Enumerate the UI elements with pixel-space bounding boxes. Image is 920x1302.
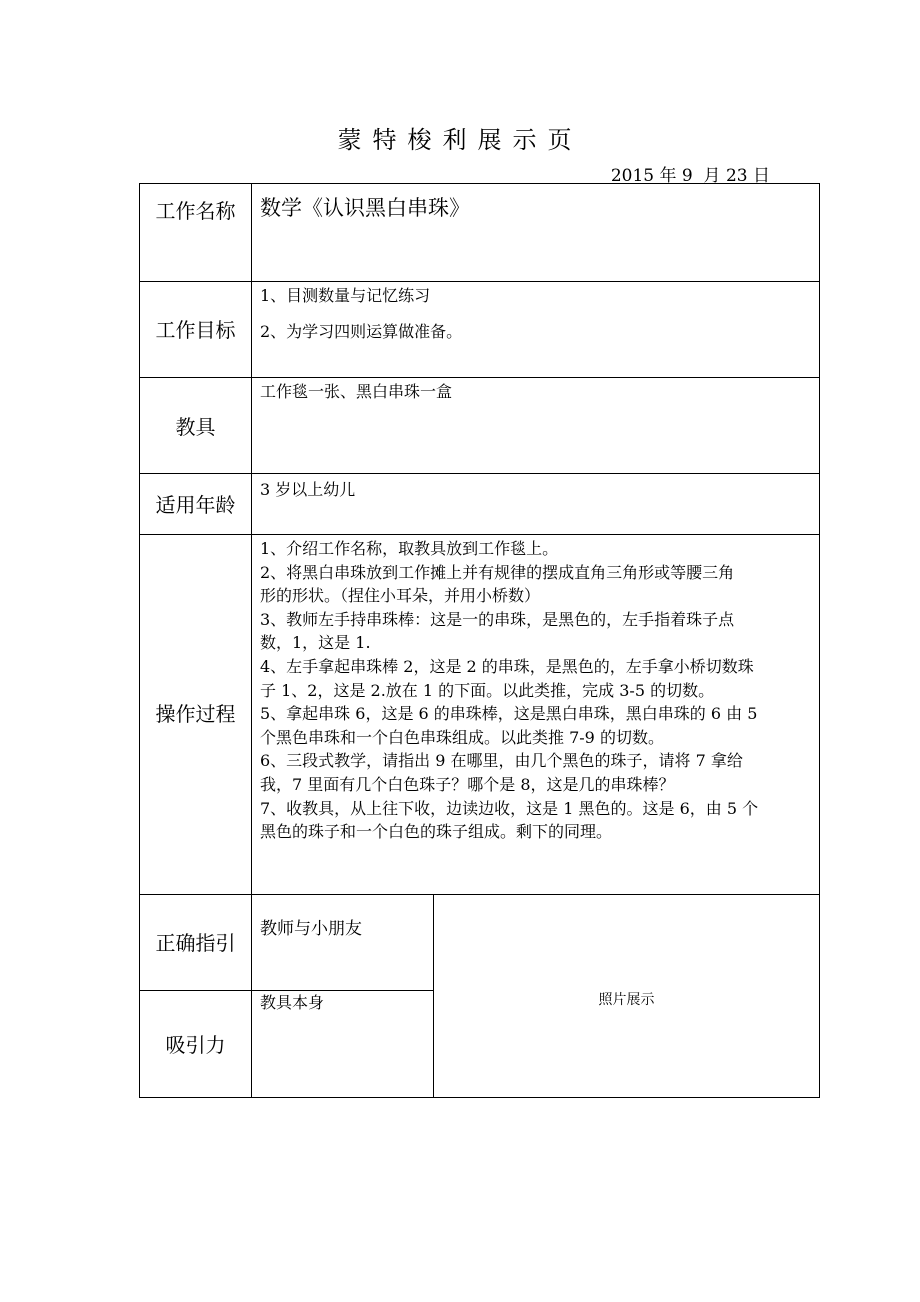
process-label: 操作过程 (155, 702, 236, 726)
process-line: 数，1，这是 1. (260, 633, 371, 653)
process-line: 4、左手拿起串珠棒 2，这是 2 的串珠，是黑色的，左手拿小桥切数珠 (260, 656, 754, 676)
photo-display-area (433, 894, 820, 1099)
process-steps (260, 537, 758, 844)
row-divider (140, 534, 819, 535)
process-line: 1、介绍工作名称，取教具放到工作毯上。 (260, 539, 559, 558)
label-column-divider (251, 184, 252, 1097)
process-line: 子 1、2，这是 2.放在 1 的下面。以此类推，完成 3-5 的切数。 (260, 680, 715, 700)
process-line: 2、将黑白串珠放到工作摊上并有规律的摆成直角三角形或等腰三角 (260, 562, 735, 582)
process-line: 形的形状。（捏住小耳朵，并用小桥数） (260, 586, 541, 606)
work-goal-line: 1、目测数量与记忆练习 (260, 286, 431, 305)
process-line: 7、收教具，从上往下收，边读边收，这是 1 黑色的。这是 6，由 5 个 (260, 798, 759, 818)
montessori-form-table (139, 183, 820, 1098)
process-line: 5、拿起串珠 6，这是 6 的串珠棒，这是黑白串珠，黑白串珠的 6 由 5 (260, 704, 758, 724)
date-text: 2015 年 9 月 23 日 (610, 166, 770, 186)
guidance-label: 正确指引 (155, 931, 236, 955)
row-divider (140, 281, 819, 282)
attraction-value: 教具本身 (260, 993, 325, 1012)
process-line: 我，7 里面有几个白色珠子？哪个是 8，这是几的串珠棒？ (260, 774, 675, 794)
work-goal-label: 工作目标 (155, 318, 236, 342)
page-title: 蒙特梭利展示页 (337, 126, 583, 154)
work-name-label: 工作名称 (155, 199, 236, 223)
process-line: 6、三段式教学，请指出 9 在哪里，由几个黑色的珠子，请将 7 拿给 (260, 751, 743, 771)
process-line: 3、教师左手持串珠棒：这是一的串珠，是黑色的，左手指着珠子点 (260, 609, 735, 629)
tools-value: 工作毯一张、黑白串珠一盒 (260, 382, 453, 401)
process-line: 个黑色串珠和一个白色串珠组成。以此类推 7-9 的切数。 (260, 727, 664, 747)
process-line: 黑色的珠子和一个白色的珠子组成。剩下的同理。 (260, 822, 613, 842)
work-goal-line: 2、为学习四则运算做准备。 (260, 322, 463, 341)
photo-display-label: 照片展示 (598, 991, 655, 1008)
work-name-value: 数学《认识黑白串珠》 (260, 196, 470, 220)
age-value: 3 岁以上幼儿 (260, 480, 356, 499)
tools-label: 教具 (175, 415, 216, 439)
row-divider (140, 377, 819, 378)
row-divider (140, 473, 819, 474)
attraction-label: 吸引力 (165, 1033, 226, 1057)
age-label: 适用年龄 (155, 493, 236, 517)
guidance-value: 教师与小朋友 (260, 919, 362, 939)
